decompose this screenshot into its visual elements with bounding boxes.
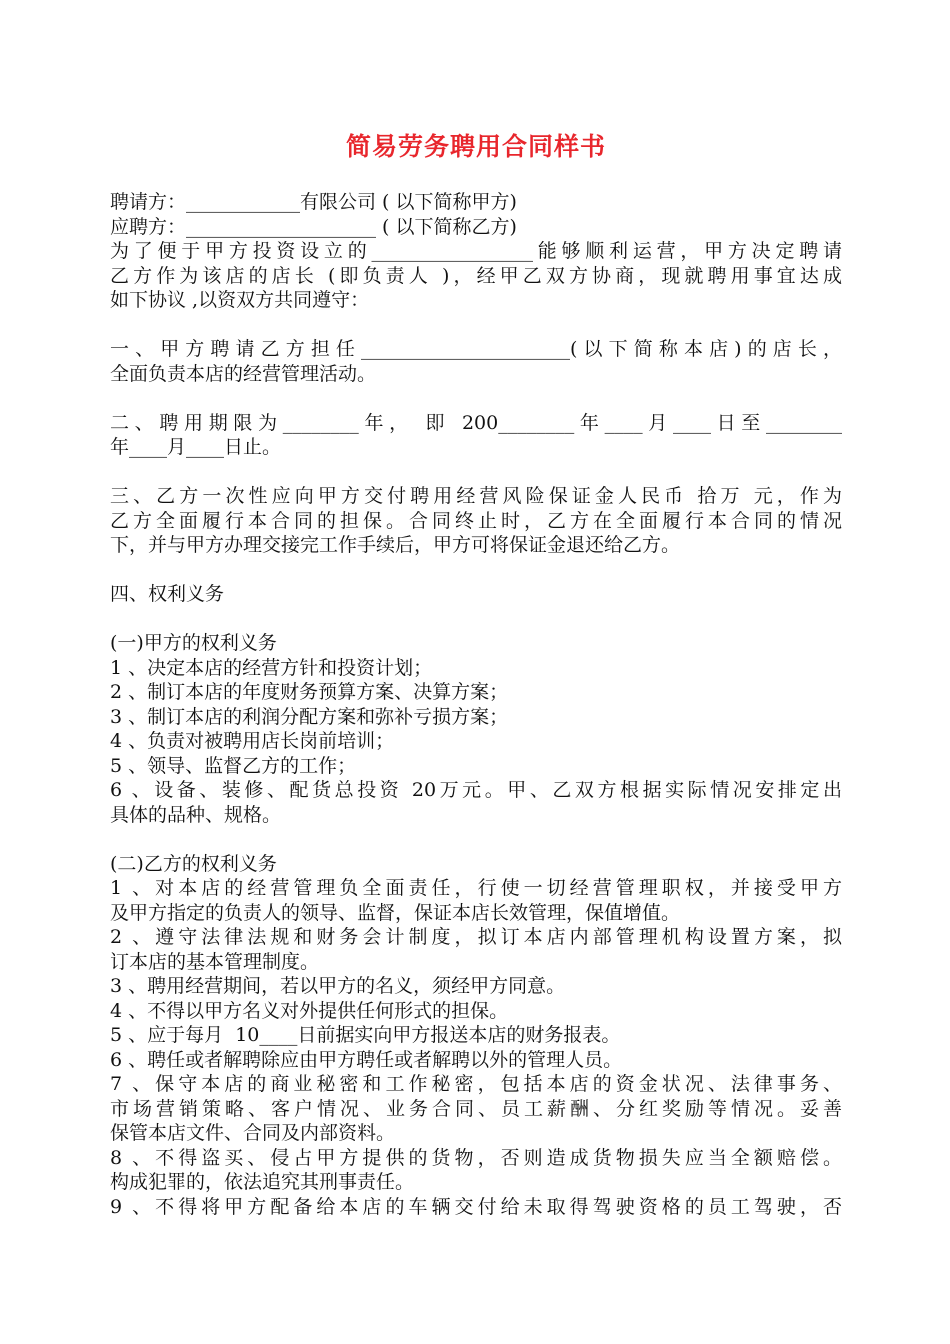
party-b-item: 及甲方指定的负责人的领导、监督，保证本店长效管理，保值增值。 — [110, 901, 681, 924]
party-a-item: 具体的品种、规格。 — [110, 803, 282, 826]
clause-2-line: 年____月____日止。 — [110, 436, 282, 458]
party-a-item: 3 、制订本店的利润分配方案和弥补亏损方案； — [110, 705, 509, 728]
spacer — [110, 827, 842, 852]
spacer — [110, 558, 842, 583]
party-b-item: 7 、保守本店的商业秘密和工作秘密，包括本店的资金状况、法律事务、 — [110, 1073, 842, 1095]
party-b-item: 5 、应于每月 10____日前据实向甲方报送本店的财务报表。 — [110, 1024, 621, 1046]
document-title: 简易劳务聘用合同样书 — [345, 132, 606, 161]
intro-line: 为了便于甲方投资设立的_________________能够顺利运营，甲方决定聘请 — [110, 240, 842, 262]
party-b-item: 1 、对本店的经营管理负全面责任，行使一切经营管理职权，并接受甲方 — [110, 877, 842, 899]
intro-line: 乙方作为该店的店长 (即负责人 )，经甲乙双方协商，现就聘用事宜达成 — [110, 264, 842, 287]
party-b-item: 8 、不得盗买、侵占甲方提供的货物，否则造成货物损失应当全额赔偿。 — [110, 1146, 842, 1169]
party-a-item: 1 、决定本店的经营方针和投资计划； — [110, 656, 433, 679]
spacer — [110, 607, 842, 632]
party-b-item: 6 、聘任或者解聘除应由甲方聘任或者解聘以外的管理人员。 — [110, 1048, 623, 1071]
clause-4-heading: 四、权利义务 — [110, 583, 225, 605]
party-b-heading: (二)乙方的权利义务 — [110, 852, 277, 875]
party-b-item: 保管本店文件、合同及内部资料。 — [110, 1122, 396, 1144]
contract-page — [110, 126, 842, 1219]
clause-1-line: 一、甲方聘请乙方担任______________________(以下简称本店)的店长， — [110, 338, 842, 360]
party-b-item: 9 、不得将甲方配备给本店的车辆交付给未取得驾驶资格的员工驾驶，否 — [110, 1195, 842, 1218]
party-b-item: 市场营销策略、客户情况、业务合同、员工薪酬、分红奖励等情况。妥善 — [110, 1097, 842, 1120]
party-a-item: 5 、领导、监督乙方的工作； — [110, 754, 357, 777]
employee-line: 应聘方：____________________ ( 以下简称乙方) — [110, 215, 517, 238]
employer-line: 聘请方：____________有限公司 ( 以下简称甲方) — [110, 191, 517, 213]
party-b-item: 4 、不得以甲方名义对外提供任何形式的担保。 — [110, 999, 509, 1022]
party-b-item: 构成犯罪的，依法追究其刑事责任。 — [110, 1171, 415, 1193]
party-b-item: 3 、聘用经营期间，若以甲方的名义，须经甲方同意。 — [110, 975, 566, 997]
intro-line: 如下协议 ,以资双方共同遵守： — [110, 289, 370, 311]
spacer — [110, 386, 842, 411]
party-a-item: 6 、设备、装修、配货总投资 20万元。甲、乙双方根据实际情况安排定出 — [110, 779, 842, 801]
clause-3-line: 乙方全面履行本合同的担保。合同终止时，乙方在全面履行本合同的情况 — [110, 509, 842, 532]
clause-3-line: 三、乙方一次性应向甲方交付聘用经营风险保证金人民币 拾万 元，作为 — [110, 485, 842, 507]
spacer — [110, 313, 842, 338]
party-a-item: 2 、制订本店的年度财务预算方案、决算方案； — [110, 681, 509, 703]
spacer — [110, 460, 842, 485]
clause-1-line: 全面负责本店的经营管理活动。 — [110, 362, 377, 385]
clause-2-line: 二、聘用期限为________年， 即 200________年____月____日至________ — [110, 411, 842, 434]
party-a-item: 4 、负责对被聘用店长岗前培训； — [110, 730, 395, 752]
clause-3-line: 下，并与甲方办理交接完工作手续后，甲方可将保证金退还给乙方。 — [110, 534, 681, 556]
party-b-item: 2 、遵守法律法规和财务会计制度，拟订本店内部管理机构设置方案，拟 — [110, 926, 842, 948]
party-b-item: 订本店的基本管理制度。 — [110, 950, 320, 973]
party-a-heading: (一)甲方的权利义务 — [110, 632, 277, 654]
